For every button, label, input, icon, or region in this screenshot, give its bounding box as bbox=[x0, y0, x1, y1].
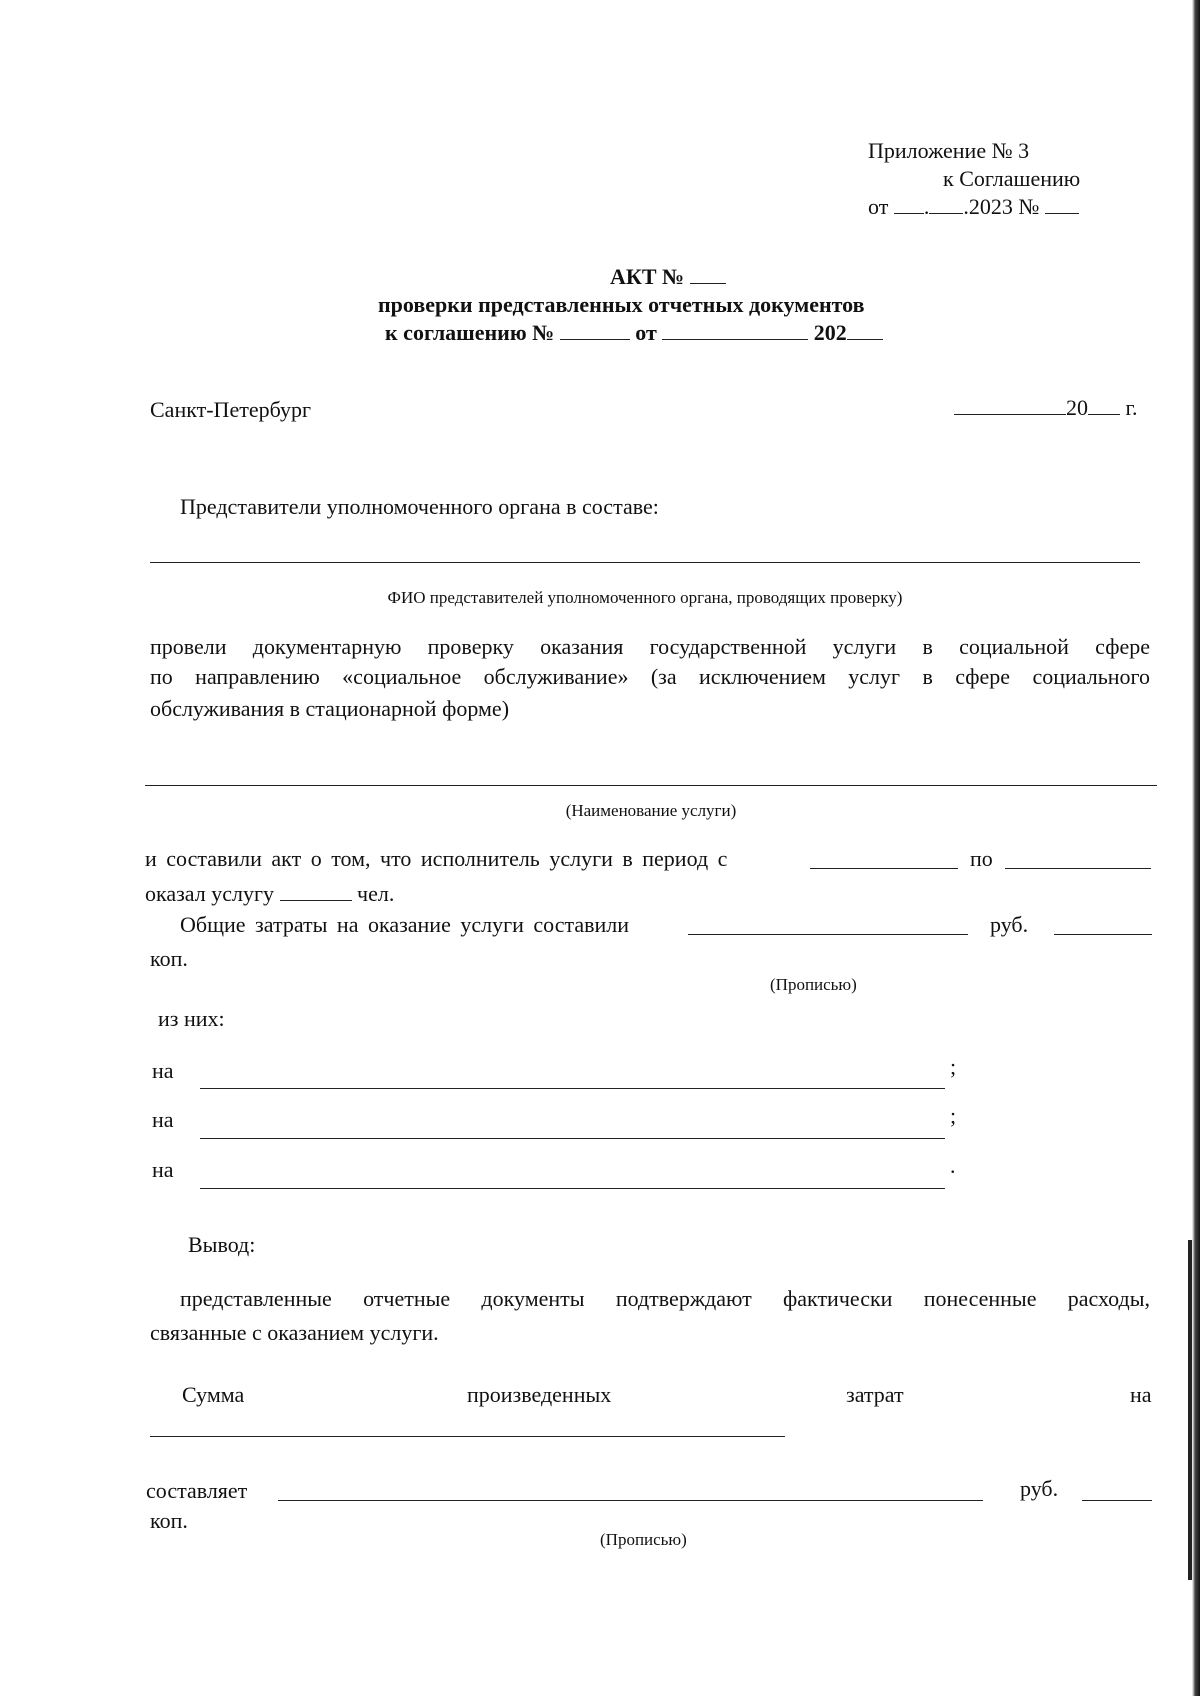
scan-edge-shadow bbox=[1192, 0, 1200, 1696]
check-text-line-1: провели документарную проверку оказания государственной услуги в социальной сфере bbox=[150, 634, 1150, 659]
sum-kop-blank bbox=[1082, 1500, 1152, 1501]
people-count-blank bbox=[280, 882, 352, 901]
period-to-blank bbox=[1005, 868, 1151, 869]
breakdown-item-1-blank bbox=[200, 1088, 945, 1089]
breakdown-item-2-end: ; bbox=[950, 1103, 957, 1128]
period-to-label: по bbox=[970, 846, 993, 871]
sum-composes-label: составляет bbox=[146, 1478, 248, 1503]
sum-rub-label: руб. bbox=[1020, 1476, 1059, 1501]
agreement-number-blank bbox=[560, 321, 630, 340]
check-text-line-2: по направлению «социальное обслуживание» (за исключением услуг в сфере социального bbox=[150, 664, 1150, 689]
conclusion-line-1: представленные отчетные документы подтверждают фактически понесенные расходы, bbox=[180, 1286, 1150, 1311]
breakdown-heading: из них: bbox=[158, 1006, 225, 1031]
sum-word-1: Сумма bbox=[182, 1382, 245, 1407]
act-agreement-line: к соглашению № от 202 bbox=[385, 320, 883, 346]
breakdown-item-3-end: . bbox=[950, 1153, 956, 1178]
sum-word-2: произведенных bbox=[467, 1382, 612, 1407]
period-from-blank bbox=[810, 868, 958, 869]
breakdown-item-3-label: на bbox=[152, 1157, 174, 1182]
conclusion-heading: Вывод: bbox=[188, 1232, 256, 1257]
act-number-blank bbox=[690, 265, 726, 284]
act-text-line-2: оказал услугу чел. bbox=[145, 881, 395, 906]
act-title: АКТ № bbox=[610, 264, 726, 290]
appendix-number: Приложение № 3 bbox=[868, 138, 1030, 163]
representatives-blank-line bbox=[150, 562, 1140, 563]
act-subtitle: проверки представленных отчетных документов bbox=[378, 292, 865, 317]
breakdown-item-2-label: на bbox=[152, 1107, 174, 1132]
costs-kop-label: коп. bbox=[150, 946, 188, 971]
sum-word-3: затрат bbox=[846, 1382, 904, 1407]
sum-kop-label: коп. bbox=[150, 1508, 188, 1533]
sum-amount-blank bbox=[278, 1500, 983, 1501]
agreement-date-blank bbox=[662, 321, 808, 340]
costs-rub-label: руб. bbox=[990, 912, 1029, 937]
act-date: 20 г. bbox=[954, 395, 1138, 421]
breakdown-item-1-label: на bbox=[152, 1058, 174, 1083]
sum-caption: (Прописью) bbox=[600, 1530, 687, 1549]
costs-caption: (Прописью) bbox=[770, 975, 857, 994]
costs-amount-blank bbox=[688, 934, 968, 935]
breakdown-item-1-end: ; bbox=[950, 1054, 957, 1079]
check-text-line-3: обслуживания в стационарной форме) bbox=[150, 696, 510, 721]
conclusion-line-2: связанные с оказанием услуги. bbox=[150, 1320, 439, 1345]
sum-word-4: на bbox=[1130, 1382, 1152, 1407]
costs-text: Общие затраты на оказание услуги составили bbox=[180, 912, 630, 937]
act-text-line-1: и составили акт о том, что исполнитель услуги в период с bbox=[145, 846, 728, 871]
scan-edge-mark bbox=[1188, 1240, 1192, 1580]
costs-kop-blank bbox=[1054, 934, 1152, 935]
date-blank bbox=[954, 396, 1066, 415]
agreement-year-blank bbox=[847, 321, 883, 340]
breakdown-item-3-blank bbox=[200, 1188, 945, 1189]
day-blank bbox=[894, 195, 924, 214]
service-name-blank-line bbox=[145, 785, 1157, 786]
appendix-agreement: к Соглашению bbox=[943, 166, 1081, 191]
breakdown-item-2-blank bbox=[200, 1138, 945, 1139]
representatives-caption: ФИО представителей уполномоченного органа, проводящих проверку) bbox=[387, 588, 903, 607]
sum-purpose-blank bbox=[150, 1436, 785, 1437]
service-caption: (Наименование услуги) bbox=[565, 801, 737, 820]
city: Санкт-Петербург bbox=[150, 397, 311, 422]
representatives-heading: Представители уполномоченного органа в составе: bbox=[180, 494, 659, 519]
appendix-date: от . .2023 № bbox=[868, 194, 1079, 220]
year-blank bbox=[1088, 396, 1120, 415]
month-blank bbox=[929, 195, 963, 214]
number-blank bbox=[1045, 195, 1079, 214]
